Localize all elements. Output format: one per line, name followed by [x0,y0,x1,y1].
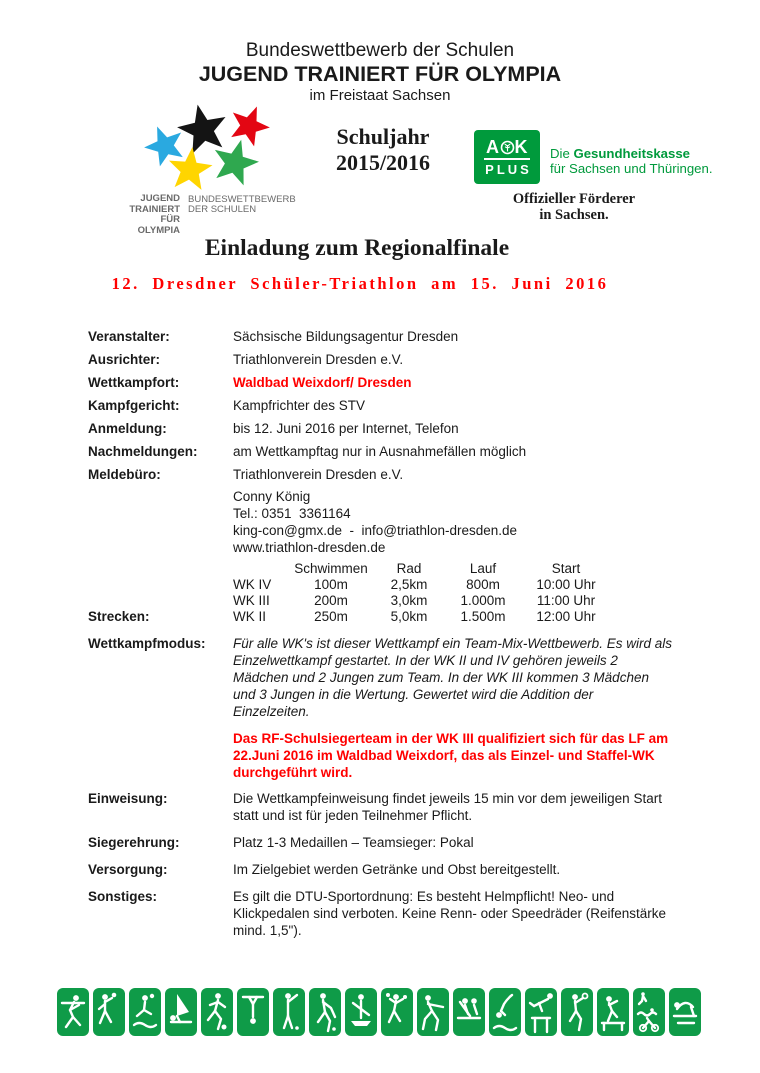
tennis-icon [561,988,593,1036]
distances-cell: 11:00 Uhr [536,593,596,608]
distances-cell: Rad [396,561,422,576]
detail-label: Veranstalter: [88,329,170,344]
diving-icon [489,988,521,1036]
distances-cell: 5,0km [390,609,428,624]
distances-cell: 200m [314,593,348,608]
contact-line: king-con@gmx.de - info@triathlon-dresden.de [233,523,518,538]
detail-value: Kampfrichter des STV [233,398,366,413]
detail-label: Sonstiges: [88,889,158,904]
logo-left-line: FÜR [160,214,180,225]
fencing-icon-figure [420,990,446,1034]
detail-row [88,834,673,851]
diving-icon-figure [492,990,518,1034]
detail-row [88,351,673,368]
basketball-icon [93,988,125,1036]
detail-label: Wettkampfmodus: [88,636,206,651]
aok-letter-k: K [514,137,528,157]
distances-cell: 2,5km [390,577,428,592]
hockey-icon-figure [312,990,338,1034]
page-title: Einladung zum Regionalfinale [204,235,510,261]
aok-claim [550,146,713,176]
water-polo-icon [129,988,161,1036]
star-icon [177,105,225,154]
detail-value: Die Wettkampfeinweisung findet jeweils 15 min vor dem jeweiligen Start statt und ist für jeden Teilnehmer Pflicht. [233,791,662,823]
distances-cell: WK II [233,609,266,624]
soccer-icon-figure [204,990,230,1034]
logo-left-line: JUGEND [140,193,180,204]
aok-plus-logo [474,130,540,184]
detail-label: Ausrichter: [88,352,161,367]
detail-value [233,635,673,781]
detail-value: bis 12. Juni 2016 per Internet, Telefon [233,421,459,436]
logo-left-line: OLYMPIA [137,224,180,236]
distances-cell: Schwimmen [294,561,368,576]
detail-row [88,635,673,781]
official-supporter-note [495,191,653,223]
aok-plus-label: PLUS [485,162,532,177]
handball-icon-figure [384,990,410,1034]
distances-cell: 250m [314,609,348,624]
hockey-icon [309,988,341,1036]
logo-text-right [188,194,296,236]
detail-row [88,790,673,824]
vault-icon [525,988,557,1036]
distances-cell: 1.500m [460,609,506,624]
soccer-icon [201,988,233,1036]
rowing-icon-figure [456,990,482,1034]
aok-oak-tree-icon [500,140,515,155]
detail-label: Meldebüro: [88,467,161,482]
distances-cell: 12:00 Uhr [536,609,596,624]
detail-row [88,561,673,625]
detail-label: Siegerehrung: [88,835,180,850]
distances-cell: 800m [466,577,500,592]
handball-icon [381,988,413,1036]
distances-table [233,561,609,625]
table-tennis-icon [597,988,629,1036]
detail-value [233,561,673,625]
contact-line: www.triathlon-dresden.de [233,540,386,555]
detail-label: Strecken: [88,609,150,624]
detail-label: Einweisung: [88,791,168,806]
logo-right-line: BUNDESWETTBEWERB [188,193,296,205]
header-line-2: JUGEND TRAINIERT FÜR OLYMPIA [198,62,562,86]
detail-row [88,374,673,391]
high-jump-icon [669,988,701,1036]
jugend-trainiert-logo [128,103,308,236]
water-polo-icon-figure [132,990,158,1034]
vault-icon-figure [528,990,554,1034]
detail-row [88,397,673,414]
basketball-icon-figure [96,990,122,1034]
details-list [88,328,673,949]
detail-label: Versorgung: [88,862,168,877]
canoe-icon [345,988,377,1036]
detail-label [88,488,233,556]
aok-letter-a: A [486,137,500,157]
logo-right-line: DER SCHULEN [188,204,257,215]
header-line-1: Bundeswettbewerb der Schulen [245,40,515,61]
distances-cell: WK III [233,593,270,608]
golf-icon [273,988,305,1036]
aok-claim-bold: Gesundheitskasse [573,146,690,161]
school-year-line2: 2015/2016 [335,150,431,175]
contact-line: Conny König [233,489,311,504]
detail-value: Platz 1-3 Medaillen – Teamsieger: Pokal [233,835,474,850]
logo-text-left [128,194,180,236]
detail-value: am Wettkampftag nur in Ausnahmefällen möglich [233,444,527,459]
school-year-line1: Schuljahr [336,124,430,149]
golf-icon-figure [276,990,302,1034]
detail-row [88,443,673,460]
event-subtitle: 12. Dresdner Schüler-Triathlon am 15. Juni 2016 [111,274,609,293]
aok-claim-line1 [550,146,713,161]
olympic-stars-icon [128,103,308,193]
detail-label: Wettkampfort: [88,375,180,390]
sailing-icon [165,988,197,1036]
distances-cell: 100m [314,577,348,592]
detail-value: Triathlonverein Dresden e.V. [233,352,404,367]
high-jump-icon-figure [672,990,698,1034]
distances-cell: WK IV [233,577,272,592]
detail-row [88,466,673,483]
detail-value: Triathlonverein Dresden e.V. [233,467,404,482]
detail-row [88,420,673,437]
school-year [318,124,448,176]
star-icon [144,127,183,167]
supporter-line2: in Sachsen. [539,207,609,223]
contact-line: Tel.: 0351 3361164 [233,506,351,521]
detail-value: Im Zielgebiet werden Getränke und Obst bereitgestellt. [233,862,561,877]
detail-label: Kampfgericht: [88,398,180,413]
detail-label: Nachmeldungen: [88,444,198,459]
detail-row [88,488,673,556]
distances-cell: Start [551,561,581,576]
triathlon-icon-figure [636,990,662,1034]
detail-row [88,328,673,345]
distances-cell: 10:00 Uhr [536,577,596,592]
tennis-icon-figure [564,990,590,1034]
aok-logo-row [486,138,528,156]
triathlon-icon [633,988,665,1036]
distances-cell: 1.000m [460,593,506,608]
supporter-line1: Offizieller Förderer [512,191,636,207]
distances-cell: 3,0km [390,593,428,608]
aok-claim-pre: Die [550,146,574,161]
detail-value: Waldbad Weixdorf/ Dresden [233,375,412,390]
aok-divider [484,158,530,160]
volleyball-icon [57,988,89,1036]
detail-label: Anmeldung: [88,421,167,436]
sailing-icon-figure [168,990,194,1034]
qualification-note: Das RF-Schulsiegerteam in der WK III qualifiziert sich für das LF am 22.Juni 2016 im Waldbad Weixdorf, das als Einzel- und Staffel-WK durchgeführt wird. [233,731,669,780]
table-tennis-icon-figure [600,990,626,1034]
modus-description: Für alle WK's ist dieser Wettkampf ein Team-Mix-Wettbewerb. Es wird als Einzelwettkampf gestartet. In der WK II und IV gehören jeweils 2 Mädchen und 2 Jungen zum Team. In der WK III kommen 3 Mädchen und 3 Jungen in die Wertung. Gewertet wird die Addition der Einzelzeiten. [233,636,672,719]
header-line-3: im Freistaat Sachsen [309,87,451,104]
canoe-icon-figure [348,990,374,1034]
pictogram-row [57,988,701,1036]
logo-text [128,194,308,236]
gymnastics-icon [237,988,269,1036]
distances-cell [233,561,287,577]
document-header [0,40,760,105]
logo-left-line: TRAINIERT [129,203,180,215]
detail-row [88,861,673,878]
gymnastics-icon-figure [240,990,266,1034]
detail-row [88,888,673,939]
detail-value: Sächsische Bildungsagentur Dresden [233,329,459,344]
aok-claim-line2: für Sachsen und Thüringen. [550,161,713,176]
volleyball-icon-figure [60,990,86,1034]
distances-cell: Lauf [469,561,497,576]
detail-value [233,488,673,556]
star-icon [231,107,270,147]
detail-value: Es gilt die DTU-Sportordnung: Es besteht Helmpflicht! Neo- und Klickpedalen sind verboten. Keine Renn- oder Speedräder (Reifenstärke mind. 1,5"). [233,889,667,938]
rowing-icon [453,988,485,1036]
fencing-icon [417,988,449,1036]
